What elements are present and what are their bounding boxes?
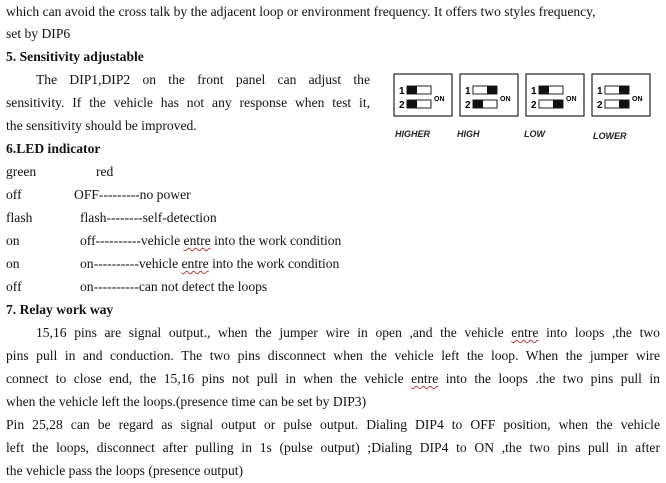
- led-heading: 6.LED indicator: [6, 141, 101, 156]
- led-col-red: red: [96, 164, 114, 179]
- led-row-4-green: on: [6, 256, 20, 271]
- svg-text:2: 2: [465, 100, 471, 111]
- relay-p1-line-3: connect to close end, the 15,16 pins not pull in when the vehicle entre into the loops .the two pins pull in: [6, 371, 660, 386]
- sensitivity-line-2: sensitivity. If the vehicle has not any response when test it,: [6, 95, 370, 110]
- dip-panel-lower: [592, 74, 650, 116]
- svg-text:ON: ON: [500, 96, 511, 103]
- dip-knob-2: [407, 100, 417, 108]
- dip-label-high: HIGH: [457, 129, 480, 139]
- dip-label-higher: HIGHER: [395, 129, 431, 139]
- dip-knob-1: [407, 86, 417, 94]
- svg-text:1: 1: [597, 86, 603, 97]
- dip-switch-label-1: 1: [399, 86, 405, 97]
- dip-switch-label-2: 2: [399, 100, 405, 111]
- sensitivity-heading: 5. Sensitivity adjustable: [6, 49, 144, 64]
- led-row-1-green: off: [6, 187, 22, 202]
- led-row-3-red: off----------vehicle entre into the work condition: [80, 233, 342, 248]
- intro-line-1: which can avoid the cross talk by the adjacent loop or environment frequency. It offers two styles frequency,: [6, 4, 596, 19]
- svg-text:ON: ON: [566, 96, 577, 103]
- sensitivity-line-3: the sensitivity should be improved.: [6, 118, 197, 133]
- led-row-5-green: off: [6, 279, 22, 294]
- dip-label-lower: LOWER: [593, 131, 627, 141]
- dip-panel-low: [526, 74, 584, 116]
- svg-text:2: 2: [531, 100, 537, 111]
- relay-p2-line-3: the vehicle pass the loops (presence output): [6, 463, 244, 478]
- svg-text:1: 1: [531, 86, 537, 97]
- svg-text:ON: ON: [632, 96, 643, 103]
- led-row-5-red: on----------can not detect the loops: [80, 279, 268, 294]
- dip-on-label: ON: [434, 96, 445, 103]
- svg-text:1: 1: [465, 86, 471, 97]
- dip-panel-higher: [394, 74, 452, 116]
- svg-text:2: 2: [597, 100, 603, 111]
- relay-heading: 7. Relay work way: [6, 302, 114, 317]
- led-row-2-red: flash--------self-detection: [80, 210, 217, 225]
- led-col-green: green: [6, 164, 37, 179]
- led-row-4-red: on----------vehicle entre into the work condition: [80, 256, 340, 271]
- dip-label-low: LOW: [524, 129, 545, 139]
- led-row-1-red: OFF---------no power: [74, 187, 191, 202]
- led-row-2-green: flash: [6, 210, 33, 225]
- relay-p1-line-4: when the vehicle left the loops.(presence time can be set by DIP3): [6, 394, 367, 409]
- led-row-3-green: on: [6, 233, 20, 248]
- relay-p1-line-1: 15,16 pins are signal output., when the jumper wire in open ,and the vehicle entre into loops ,the two: [36, 325, 660, 340]
- dip-panel-high: [460, 74, 518, 116]
- intro-line-2: set by DIP6: [6, 26, 71, 41]
- sensitivity-line-1: The DIP1,DIP2 on the front panel can adjust the: [36, 72, 370, 87]
- relay-p2-line-1: Pin 25,28 can be regard as signal output or pulse output. Dialing DIP4 to OFF position, when the vehicle: [6, 417, 660, 432]
- relay-p1-line-2: pins pull in and conduction. The two pins disconnect when the vehicle left the loop. When the jumper wire: [6, 348, 660, 363]
- relay-p2-line-2: left the loops, disconnect after pulling in 1s (pulse output) ;Dialing DIP4 to ON ,the two pins pull in after: [6, 440, 660, 455]
